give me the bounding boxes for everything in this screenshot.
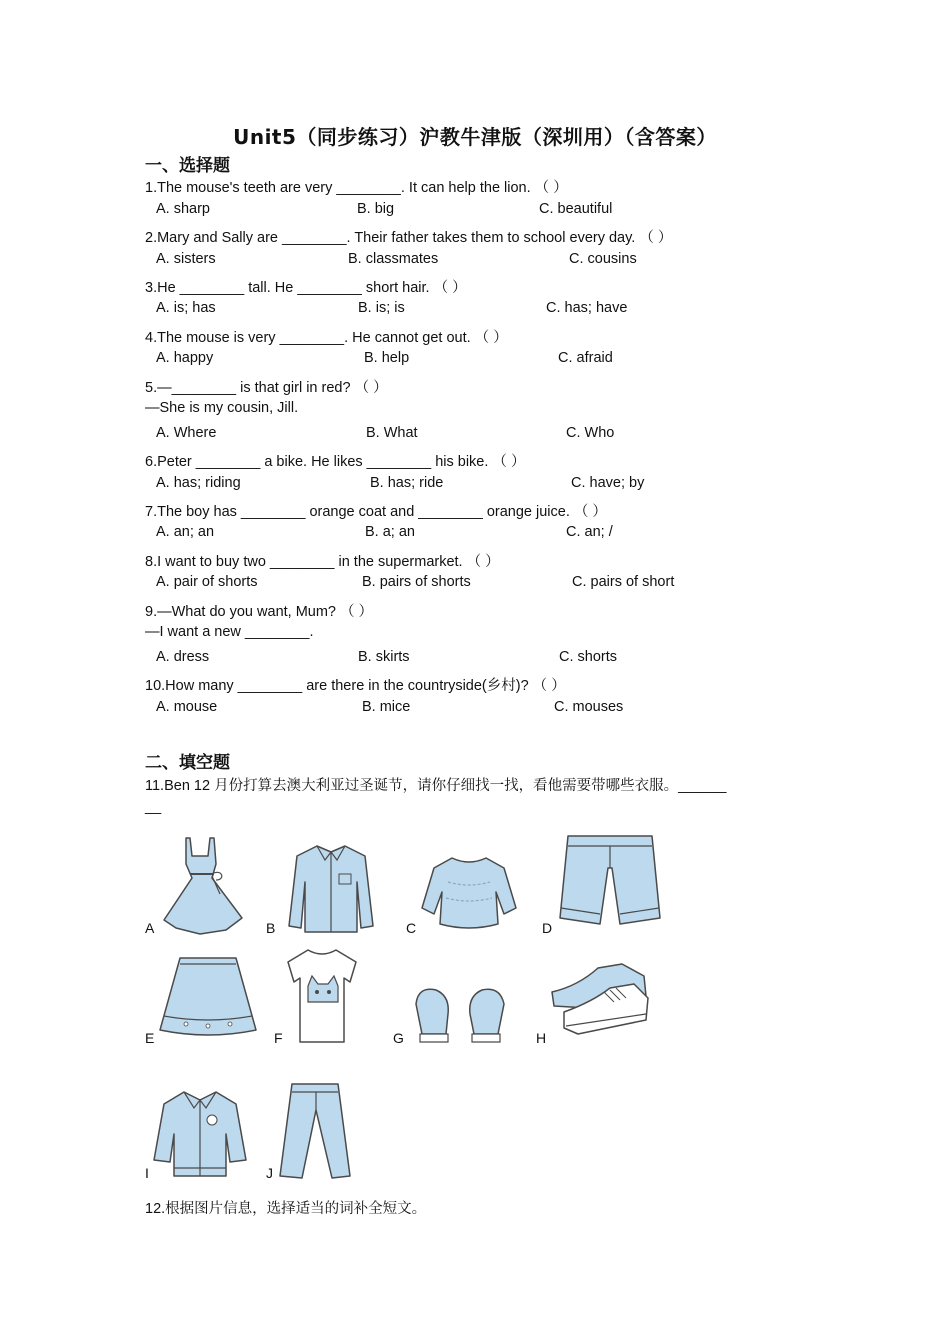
question-stem: 11.Ben 12 月份打算去澳大利亚过圣诞节，请你仔细找一找，看他需要带哪些衣服。______ <box>145 778 727 794</box>
skirt-icon <box>156 954 260 1040</box>
section-heading-choice: 一、选择题 <box>145 156 230 176</box>
question-stem: 9.—What do you want, Mum? （ ） <box>145 604 374 620</box>
tshirt-icon <box>286 946 358 1044</box>
picture-label: B <box>266 920 276 936</box>
option-b: B. help <box>364 350 410 366</box>
picture-label: E <box>145 1030 155 1046</box>
option-c: C. an; / <box>566 524 613 540</box>
question-stem: 3.He ________ tall. He ________ short hair. （ ） <box>145 280 467 296</box>
sweater-icon <box>418 852 520 934</box>
picture-label: I <box>145 1165 149 1181</box>
question-stem: 5.—________ is that girl in red? （ ） <box>145 380 388 396</box>
question-dialogue: —She is my cousin, Jill. <box>145 400 299 416</box>
question-stem: 8.I want to buy two ________ in the supermarket. （ ） <box>145 554 500 570</box>
question-dialogue: —I want a new ________. <box>145 624 314 640</box>
option-a: A. happy <box>156 350 214 366</box>
question-stem: 7.The boy has ________ orange coat and ________ orange juice. （ ） <box>145 504 607 520</box>
picture-label: H <box>536 1030 547 1046</box>
option-c: C. has; have <box>546 300 628 316</box>
option-a: A. an; an <box>156 524 215 540</box>
option-b: B. is; is <box>358 300 405 316</box>
picture-label: F <box>274 1030 283 1046</box>
question-stem: 6.Peter ________ a bike. He likes ________ his bike. （ ） <box>145 454 526 470</box>
option-b: B. classmates <box>348 251 439 267</box>
question-stem: 2.Mary and Sally are ________. Their father takes them to school every day. （ ） <box>145 230 673 246</box>
option-a: A. sharp <box>156 201 210 217</box>
option-b: B. What <box>366 425 418 441</box>
option-b: B. big <box>357 201 395 217</box>
jeans-icon <box>274 1080 354 1182</box>
jacket-icon <box>150 1086 250 1182</box>
option-c: C. have; by <box>571 475 645 491</box>
option-b: B. skirts <box>358 649 410 665</box>
option-c: C. pairs of short <box>572 574 675 590</box>
section-heading-fill: 二、填空题 <box>145 753 230 773</box>
option-c: C. beautiful <box>539 201 613 217</box>
picture-label: D <box>542 920 553 936</box>
option-b: B. has; ride <box>370 475 444 491</box>
question-stem: 10.How many ________ are there in the countryside(乡村)? （ ） <box>145 678 566 694</box>
picture-label: A <box>145 920 155 936</box>
question-stem: 4.The mouse is very ________. He cannot get out. （ ） <box>145 330 508 346</box>
option-b: B. mice <box>362 699 411 715</box>
option-a: A. is; has <box>156 300 216 316</box>
picture-label: J <box>266 1165 273 1181</box>
question-stem: 12.根据图片信息，选择适当的词补全短文。 <box>145 1201 427 1217</box>
option-a: A. Where <box>156 425 217 441</box>
picture-label: G <box>393 1030 404 1046</box>
dress-icon <box>156 834 252 936</box>
option-a: A. has; riding <box>156 475 241 491</box>
mittens-icon <box>408 984 512 1046</box>
option-b: B. pairs of shorts <box>362 574 471 590</box>
option-a: A. sisters <box>156 251 216 267</box>
option-b: B. a; an <box>365 524 415 540</box>
shirt-icon <box>285 842 377 934</box>
question-stem: 1.The mouse's teeth are very ________. It can help the lion. （ ） <box>145 180 568 196</box>
option-a: A. dress <box>156 649 210 665</box>
option-c: C. shorts <box>559 649 618 665</box>
shorts-icon <box>558 832 662 932</box>
option-a: A. mouse <box>156 699 218 715</box>
option-c: C. Who <box>566 425 615 441</box>
option-a: A. pair of shorts <box>156 574 258 590</box>
picture-label: C <box>406 920 417 936</box>
page-title: Unit5（同步练习）沪教牛津版（深圳用）（含答案） <box>233 125 717 149</box>
option-c: C. cousins <box>569 251 637 267</box>
answer-blank: __ <box>145 799 162 815</box>
option-c: C. mouses <box>554 699 624 715</box>
option-c: C. afraid <box>558 350 613 366</box>
sneakers-icon <box>548 962 650 1036</box>
